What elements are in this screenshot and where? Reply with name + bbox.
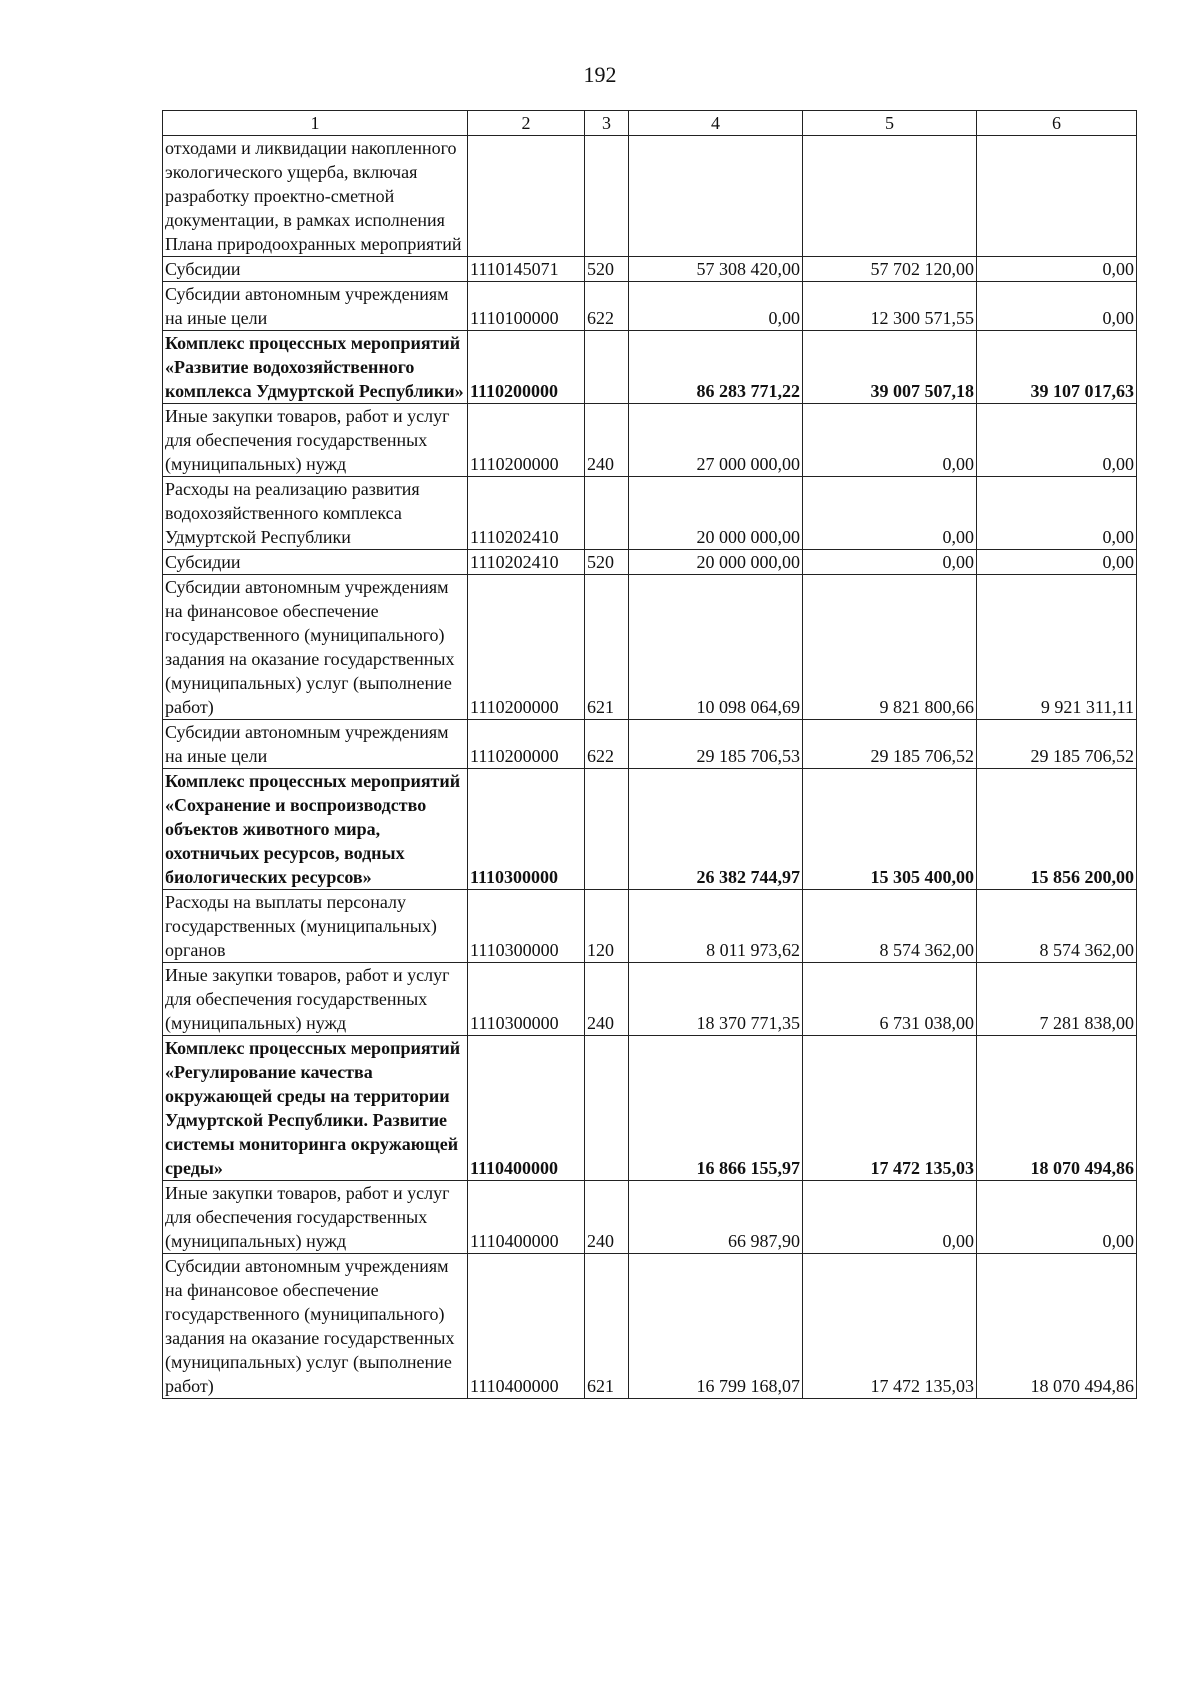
table-row xyxy=(163,720,1137,769)
row-expense-type-cell: 240 xyxy=(585,404,629,477)
table-row xyxy=(163,1181,1137,1254)
row-amount-cell: 39 007 507,18 xyxy=(803,331,977,404)
row-code-cell: 1110200000 xyxy=(468,575,585,720)
row-amount-cell: 15 856 200,00 xyxy=(977,769,1137,890)
column-header: 5 xyxy=(803,111,977,136)
row-amount-cell: 17 472 135,03 xyxy=(803,1036,977,1181)
row-amount-cell: 0,00 xyxy=(803,550,977,575)
row-code-cell: 1110200000 xyxy=(468,404,585,477)
row-expense-type-cell: 520 xyxy=(585,257,629,282)
row-amount-cell: 18 370 771,35 xyxy=(629,963,803,1036)
row-name-cell: Субсидии автономным учреждениям на иные цели xyxy=(163,282,468,331)
row-amount-cell: 8 011 973,62 xyxy=(629,890,803,963)
row-expense-type-cell xyxy=(585,136,629,257)
row-expense-type-cell: 622 xyxy=(585,720,629,769)
table-row xyxy=(163,550,1137,575)
row-expense-type-cell xyxy=(585,331,629,404)
row-amount-cell: 29 185 706,52 xyxy=(803,720,977,769)
header-row xyxy=(163,111,1137,136)
table-row xyxy=(163,257,1137,282)
row-amount-cell: 57 702 120,00 xyxy=(803,257,977,282)
row-name-cell: Субсидии xyxy=(163,550,468,575)
row-amount-cell: 0,00 xyxy=(803,477,977,550)
row-expense-type-cell: 621 xyxy=(585,1254,629,1399)
row-amount-cell: 10 098 064,69 xyxy=(629,575,803,720)
row-amount-cell: 9 821 800,66 xyxy=(803,575,977,720)
row-expense-type-cell: 520 xyxy=(585,550,629,575)
table-body xyxy=(163,136,1137,1399)
row-amount-cell: 29 185 706,53 xyxy=(629,720,803,769)
row-expense-type-cell: 120 xyxy=(585,890,629,963)
row-amount-cell: 17 472 135,03 xyxy=(803,1254,977,1399)
row-amount-cell: 0,00 xyxy=(977,257,1137,282)
column-header: 3 xyxy=(585,111,629,136)
row-amount-cell: 8 574 362,00 xyxy=(803,890,977,963)
column-header: 6 xyxy=(977,111,1137,136)
row-code-cell: 1110400000 xyxy=(468,1036,585,1181)
table-row xyxy=(163,136,1137,257)
row-amount-cell: 0,00 xyxy=(977,550,1137,575)
column-header: 4 xyxy=(629,111,803,136)
row-expense-type-cell xyxy=(585,1036,629,1181)
row-code-cell: 1110202410 xyxy=(468,477,585,550)
row-amount-cell: 18 070 494,86 xyxy=(977,1254,1137,1399)
row-expense-type-cell: 240 xyxy=(585,963,629,1036)
row-expense-type-cell: 240 xyxy=(585,1181,629,1254)
row-code-cell: 1110300000 xyxy=(468,769,585,890)
row-expense-type-cell xyxy=(585,769,629,890)
row-amount-cell: 16 799 168,07 xyxy=(629,1254,803,1399)
table-row xyxy=(163,575,1137,720)
row-code-cell: 1110145071 xyxy=(468,257,585,282)
page-number: 192 xyxy=(583,62,617,87)
row-code-cell: 1110400000 xyxy=(468,1254,585,1399)
row-amount-cell: 20 000 000,00 xyxy=(629,550,803,575)
row-name-cell: Расходы на реализацию развития водохозяйственного комплекса Удмуртской Республики xyxy=(163,477,468,550)
row-name-cell: Иные закупки товаров, работ и услуг для обеспечения государственных (муниципальных) нужд xyxy=(163,963,468,1036)
column-header: 2 xyxy=(468,111,585,136)
row-amount-cell: 9 921 311,11 xyxy=(977,575,1137,720)
row-name-cell: Расходы на выплаты персоналу государственных (муниципальных) органов xyxy=(163,890,468,963)
row-amount-cell: 39 107 017,63 xyxy=(977,331,1137,404)
row-amount-cell: 0,00 xyxy=(977,282,1137,331)
row-amount-cell: 29 185 706,52 xyxy=(977,720,1137,769)
row-amount-cell xyxy=(629,136,803,257)
table-row xyxy=(163,890,1137,963)
row-code-cell: 1110400000 xyxy=(468,1181,585,1254)
row-amount-cell: 7 281 838,00 xyxy=(977,963,1137,1036)
table-row xyxy=(163,963,1137,1036)
table-row xyxy=(163,769,1137,890)
column-header: 1 xyxy=(163,111,468,136)
row-expense-type-cell xyxy=(585,477,629,550)
row-amount-cell: 0,00 xyxy=(977,1181,1137,1254)
row-name-cell: Иные закупки товаров, работ и услуг для обеспечения государственных (муниципальных) нужд xyxy=(163,404,468,477)
row-name-cell: Комплекс процессных мероприятий «Развитие водохозяйственного комплекса Удмуртской Республики» xyxy=(163,331,468,404)
row-amount-cell: 15 305 400,00 xyxy=(803,769,977,890)
row-code-cell: 1110300000 xyxy=(468,963,585,1036)
row-code-cell: 1110200000 xyxy=(468,331,585,404)
row-amount-cell: 16 866 155,97 xyxy=(629,1036,803,1181)
table-row xyxy=(163,282,1137,331)
row-amount-cell xyxy=(803,136,977,257)
row-name-cell: Субсидии автономным учреждениям на финансовое обеспечение государственного (муниципального) задания на оказание государственных (муниципальных) услуг (выполнение работ) xyxy=(163,575,468,720)
table-row xyxy=(163,1254,1137,1399)
table-row xyxy=(163,331,1137,404)
row-name-cell: Субсидии xyxy=(163,257,468,282)
row-code-cell: 1110202410 xyxy=(468,550,585,575)
row-amount-cell: 57 308 420,00 xyxy=(629,257,803,282)
row-expense-type-cell: 622 xyxy=(585,282,629,331)
row-amount-cell: 20 000 000,00 xyxy=(629,477,803,550)
row-amount-cell: 0,00 xyxy=(629,282,803,331)
row-code-cell: 1110200000 xyxy=(468,720,585,769)
row-amount-cell: 0,00 xyxy=(803,1181,977,1254)
budget-table xyxy=(162,110,1137,1399)
row-name-cell: Комплекс процессных мероприятий «Сохранение и воспроизводство объектов животного мира, охотничьих ресурсов, водных биологических ресурсов» xyxy=(163,769,468,890)
row-amount-cell: 26 382 744,97 xyxy=(629,769,803,890)
row-amount-cell xyxy=(977,136,1137,257)
row-amount-cell: 8 574 362,00 xyxy=(977,890,1137,963)
row-name-cell: Иные закупки товаров, работ и услуг для обеспечения государственных (муниципальных) нужд xyxy=(163,1181,468,1254)
table-row xyxy=(163,1036,1137,1181)
row-expense-type-cell: 621 xyxy=(585,575,629,720)
row-amount-cell: 18 070 494,86 xyxy=(977,1036,1137,1181)
row-name-cell: Субсидии автономным учреждениям на финансовое обеспечение государственного (муниципального) задания на оказание государственных (муниципальных) услуг (выполнение работ) xyxy=(163,1254,468,1399)
row-name-cell: Субсидии автономным учреждениям на иные цели xyxy=(163,720,468,769)
row-amount-cell: 66 987,90 xyxy=(629,1181,803,1254)
table-row xyxy=(163,404,1137,477)
row-name-cell: отходами и ликвидации накопленного экологического ущерба, включая разработку проектно-сметной документации, в рамках исполнения Плана природоохранных мероприятий xyxy=(163,136,468,257)
row-amount-cell: 86 283 771,22 xyxy=(629,331,803,404)
row-code-cell xyxy=(468,136,585,257)
row-amount-cell: 12 300 571,55 xyxy=(803,282,977,331)
row-amount-cell: 0,00 xyxy=(977,404,1137,477)
row-amount-cell: 27 000 000,00 xyxy=(629,404,803,477)
table-row xyxy=(163,477,1137,550)
row-amount-cell: 0,00 xyxy=(977,477,1137,550)
row-name-cell: Комплекс процессных мероприятий «Регулирование качества окружающей среды на территории Удмуртской Республики. Развитие системы мониторинга окружающей среды» xyxy=(163,1036,468,1181)
row-amount-cell: 6 731 038,00 xyxy=(803,963,977,1036)
row-code-cell: 1110100000 xyxy=(468,282,585,331)
row-code-cell: 1110300000 xyxy=(468,890,585,963)
row-amount-cell: 0,00 xyxy=(803,404,977,477)
